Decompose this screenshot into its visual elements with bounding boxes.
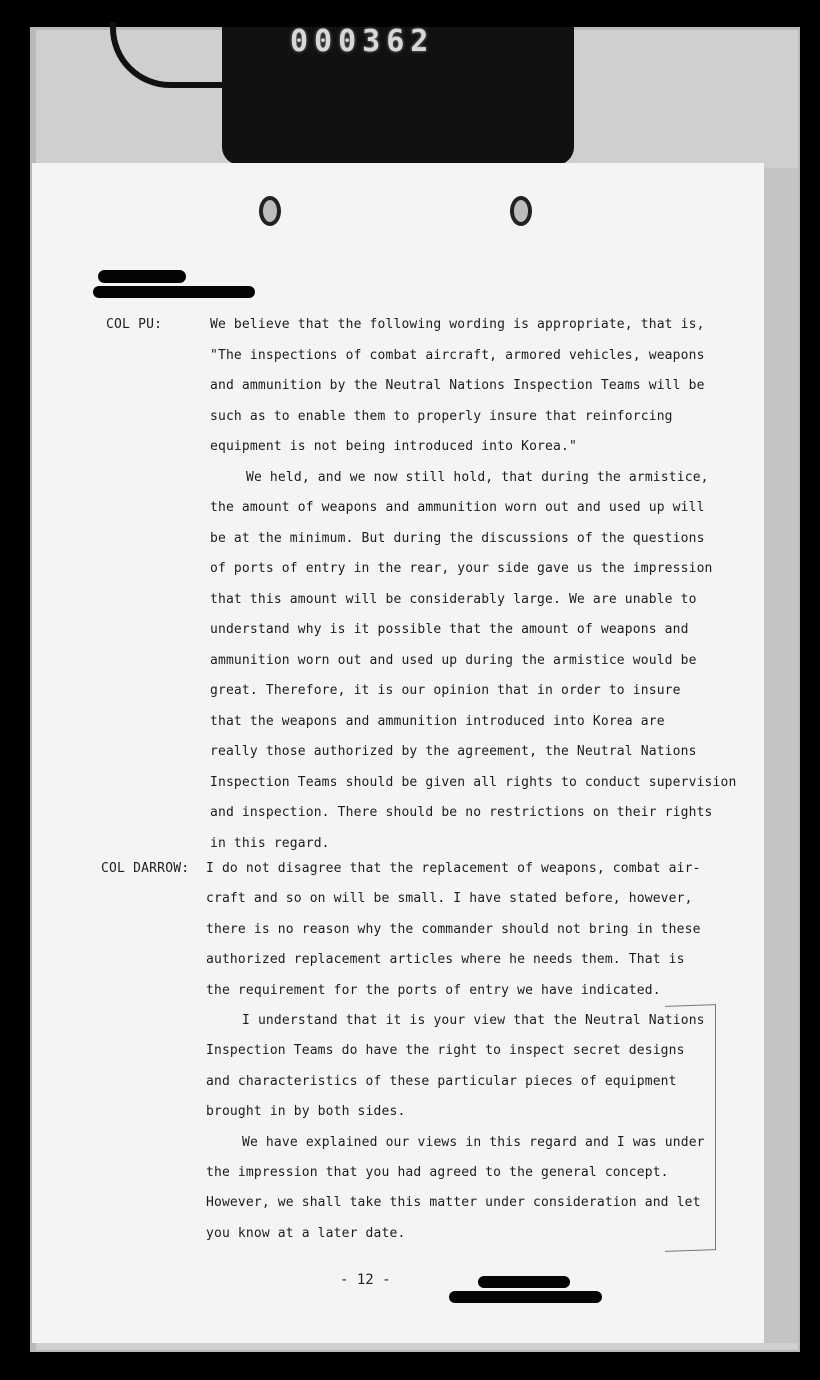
statement-line: be at the minimum. But during the discussions of the questions xyxy=(210,530,705,546)
margin-bracket xyxy=(665,1004,716,1252)
statement-line: equipment is not being introduced into Korea." xyxy=(210,439,577,454)
statement-line: and characteristics of these particular pieces of equipment xyxy=(206,1073,677,1089)
statement-line: and inspection. There should be no restrictions on their rights xyxy=(210,805,713,820)
statement-line: in this regard. xyxy=(210,835,330,851)
redaction-bar xyxy=(478,1276,570,1288)
speaker-col-darrow: COL DARROW: xyxy=(101,861,190,876)
statement-line: such as to enable them to properly insure that reinforcing xyxy=(210,408,673,424)
speaker-col-pu: COL PU: xyxy=(106,317,163,332)
statement-line: and ammunition by the Neutral Nations Inspection Teams will be xyxy=(210,378,705,393)
statement-line: "The inspections of combat aircraft, armored vehicles, weapons xyxy=(210,347,705,363)
statement-line: you know at a later date. xyxy=(206,1225,406,1241)
statement-line: We have explained our views in this regard and I was under xyxy=(242,1134,705,1150)
redaction-bar xyxy=(93,286,255,298)
statement-line: the amount of weapons and ammunition worn out and used up will xyxy=(210,500,705,515)
redaction-bar xyxy=(98,270,186,283)
statement-line: there is no reason why the commander should not bring in these xyxy=(206,921,701,937)
redaction-bar xyxy=(449,1291,602,1303)
punch-hole-right xyxy=(510,196,532,226)
page-edge xyxy=(764,168,798,1343)
statement-line: Inspection Teams do have the right to inspect secret designs xyxy=(206,1043,685,1059)
statement-line: understand why is it possible that the amount of weapons and xyxy=(210,622,689,637)
statement-line: that this amount will be considerably large. We are unable to xyxy=(210,591,697,607)
statement-line: that the weapons and ammunition introduced into Korea are xyxy=(210,713,665,729)
statement-line: We believe that the following wording is appropriate, that is, xyxy=(210,317,705,332)
statement-line: We held, and we now still hold, that during the armistice, xyxy=(246,469,709,485)
statement-line: craft and so on will be small. I have stated before, however, xyxy=(206,891,693,907)
page-number: - 12 - xyxy=(340,1272,391,1288)
statement-line: ammunition worn out and used up during the armistice would be xyxy=(210,652,697,668)
statement-line: of ports of entry in the rear, your side gave us the impression xyxy=(210,561,713,576)
statement-line: However, we shall take this matter under consideration and let xyxy=(206,1195,701,1211)
statement-line: I understand that it is your view that the Neutral Nations xyxy=(242,1013,705,1028)
statement-line: Inspection Teams should be given all rights to conduct supervision xyxy=(210,774,737,790)
statement-line: the requirement for the ports of entry we have indicated. xyxy=(206,982,661,998)
punch-hole-left xyxy=(259,196,281,226)
statement-line: really those authorized by the agreement, the Neutral Nations xyxy=(210,744,697,759)
statement-line: authorized replacement articles where he needs them. That is xyxy=(206,952,685,968)
statement-line: brought in by both sides. xyxy=(206,1104,406,1120)
statement-line: the impression that you had agreed to the general concept. xyxy=(206,1165,669,1180)
statement-line: I do not disagree that the replacement of weapons, combat air- xyxy=(206,861,701,876)
statement-line: great. Therefore, it is our opinion that in order to insure xyxy=(210,683,681,698)
stamp-number: 000362 xyxy=(290,24,435,59)
